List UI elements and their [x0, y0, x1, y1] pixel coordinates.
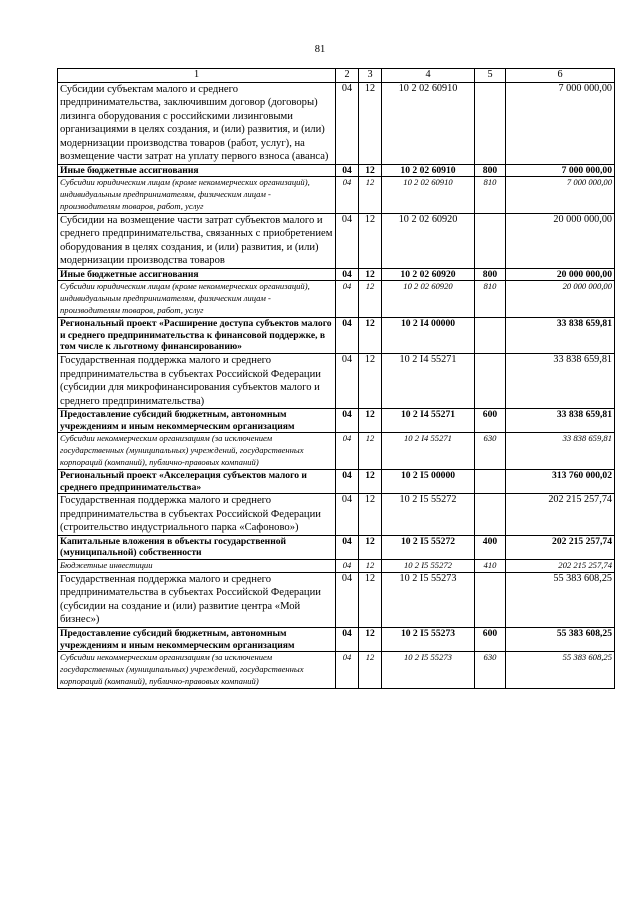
amount: 313 760 000,02	[506, 469, 615, 493]
table-row	[58, 560, 615, 573]
subsection-code: 12	[359, 572, 382, 627]
section-code: 04	[336, 177, 359, 214]
section-code: 04	[336, 469, 359, 493]
table-row	[58, 535, 615, 559]
expense-type-code: 600	[475, 408, 506, 432]
table-row	[58, 268, 615, 281]
amount: 55 383 608,25	[506, 652, 615, 689]
amount: 33 838 659,81	[506, 318, 615, 354]
section-code: 04	[336, 318, 359, 354]
table-row	[58, 213, 615, 268]
amount: 20 000 000,00	[506, 268, 615, 281]
expense-type-code: 630	[475, 652, 506, 689]
section-code: 04	[336, 354, 359, 409]
expense-type-code: 630	[475, 433, 506, 470]
table-row	[58, 408, 615, 432]
expense-type-code	[475, 494, 506, 535]
table-row	[58, 433, 615, 470]
subsection-code: 12	[359, 82, 382, 164]
expense-type-code: 810	[475, 177, 506, 214]
subsection-code: 12	[359, 408, 382, 432]
amount: 33 838 659,81	[506, 354, 615, 409]
page-number: 81	[314, 44, 326, 55]
target-article-code: 10 2 I5 55272	[382, 535, 475, 559]
amount: 202 215 257,74	[506, 560, 615, 573]
target-article-code: 10 2 I4 55271	[382, 433, 475, 470]
target-article-code: 10 2 02 60920	[382, 213, 475, 268]
section-code: 04	[336, 627, 359, 651]
column-header: 2	[336, 69, 359, 83]
amount: 33 838 659,81	[506, 433, 615, 470]
target-article-code: 10 2 02 60910	[382, 177, 475, 214]
item-name: Региональный проект «Акселерация субъектов малого и среднего предпринимательства»	[58, 469, 336, 493]
table-row	[58, 652, 615, 689]
target-article-code: 10 2 02 60910	[382, 82, 475, 164]
subsection-code: 12	[359, 318, 382, 354]
item-name: Субсидии некоммерческим организациям (за исключением государственных (муниципальных) учреждений, государственных корпораций (компаний), публично-правовых компаний)	[58, 652, 336, 689]
target-article-code: 10 2 I5 00000	[382, 469, 475, 493]
subsection-code: 12	[359, 469, 382, 493]
target-article-code: 10 2 I5 55272	[382, 560, 475, 573]
expense-type-code	[475, 354, 506, 409]
section-code: 04	[336, 572, 359, 627]
item-name: Субсидии некоммерческим организациям (за исключением государственных (муниципальных) учреждений, государственных корпораций (компаний), публично-правовых компаний)	[58, 433, 336, 470]
table-row	[58, 354, 615, 409]
amount: 55 383 608,25	[506, 627, 615, 651]
table-row	[58, 164, 615, 177]
table-row	[58, 469, 615, 493]
section-code: 04	[336, 560, 359, 573]
expense-type-code: 800	[475, 268, 506, 281]
item-name: Субсидии на возмещение части затрат субъектов малого и среднего предпринимательства, связанных с приобретением оборудования в целях создания, и (или) развития, и (или) модернизации производства товаров	[58, 213, 336, 268]
table-row	[58, 572, 615, 627]
target-article-code: 10 2 I4 00000	[382, 318, 475, 354]
subsection-code: 12	[359, 627, 382, 651]
subsection-code: 12	[359, 213, 382, 268]
column-header: 3	[359, 69, 382, 83]
expense-type-code	[475, 572, 506, 627]
item-name: Предоставление субсидий бюджетным, автономным учреждениям и иным некоммерческим организациям	[58, 408, 336, 432]
subsection-code: 12	[359, 535, 382, 559]
target-article-code: 10 2 02 60920	[382, 281, 475, 318]
section-code: 04	[336, 268, 359, 281]
expense-type-code	[475, 318, 506, 354]
target-article-code: 10 2 I5 55272	[382, 494, 475, 535]
subsection-code: 12	[359, 268, 382, 281]
table-row	[58, 177, 615, 214]
expense-type-code: 400	[475, 535, 506, 559]
target-article-code: 10 2 I5 55273	[382, 572, 475, 627]
subsection-code: 12	[359, 652, 382, 689]
amount: 202 215 257,74	[506, 494, 615, 535]
subsection-code: 12	[359, 354, 382, 409]
subsection-code: 12	[359, 433, 382, 470]
target-article-code: 10 2 I4 55271	[382, 408, 475, 432]
section-code: 04	[336, 494, 359, 535]
item-name: Предоставление субсидий бюджетным, автономным учреждениям и иным некоммерческим организациям	[58, 627, 336, 651]
section-code: 04	[336, 433, 359, 470]
item-name: Бюджетные инвестиции	[58, 560, 336, 573]
table-row	[58, 318, 615, 354]
target-article-code: 10 2 I5 55273	[382, 652, 475, 689]
amount: 33 838 659,81	[506, 408, 615, 432]
section-code: 04	[336, 535, 359, 559]
item-name: Субсидии субъектам малого и среднего предпринимательства, заключившим договор (договоры) лизинга оборудования с российскими лизинговыми организациями в целях создания, и (или) развития, и (или) модернизации производства товаров (работ, услуг), на возмещение части затрат на уплату первого взноса (аванса)	[58, 82, 336, 164]
expense-type-code	[475, 213, 506, 268]
section-code: 04	[336, 82, 359, 164]
column-header: 5	[475, 69, 506, 83]
table-row	[58, 494, 615, 535]
amount: 55 383 608,25	[506, 572, 615, 627]
subsection-code: 12	[359, 281, 382, 318]
column-header: 4	[382, 69, 475, 83]
column-header: 1	[58, 69, 336, 83]
section-code: 04	[336, 281, 359, 318]
subsection-code: 12	[359, 494, 382, 535]
item-name: Капитальные вложения в объекты государственной (муниципальной) собственности	[58, 535, 336, 559]
expense-type-code: 410	[475, 560, 506, 573]
target-article-code: 10 2 02 60910	[382, 164, 475, 177]
amount: 20 000 000,00	[506, 213, 615, 268]
section-code: 04	[336, 652, 359, 689]
amount: 20 000 000,00	[506, 281, 615, 318]
section-code: 04	[336, 213, 359, 268]
section-code: 04	[336, 408, 359, 432]
item-name: Иные бюджетные ассигнования	[58, 164, 336, 177]
item-name: Государственная поддержка малого и среднего предпринимательства в субъектах Российской Федерации (субсидии на создание и (или) развитие центра «Мой бизнес»)	[58, 572, 336, 627]
subsection-code: 12	[359, 560, 382, 573]
table-body	[58, 82, 615, 688]
subsection-code: 12	[359, 177, 382, 214]
budget-table	[57, 68, 615, 689]
item-name: Субсидии юридическим лицам (кроме некоммерческих организаций), индивидуальным предпринимателям, физическим лицам - производителям товаров, работ, услуг	[58, 177, 336, 214]
amount: 7 000 000,00	[506, 164, 615, 177]
target-article-code: 10 2 I4 55271	[382, 354, 475, 409]
expense-type-code: 600	[475, 627, 506, 651]
amount: 7 000 000,00	[506, 82, 615, 164]
target-article-code: 10 2 I5 55273	[382, 627, 475, 651]
expense-type-code	[475, 469, 506, 493]
item-name: Иные бюджетные ассигнования	[58, 268, 336, 281]
amount: 202 215 257,74	[506, 535, 615, 559]
item-name: Субсидии юридическим лицам (кроме некоммерческих организаций), индивидуальным предпринимателям, физическим лицам - производителям товаров, работ, услуг	[58, 281, 336, 318]
target-article-code: 10 2 02 60920	[382, 268, 475, 281]
expense-type-code: 810	[475, 281, 506, 318]
table-row	[58, 281, 615, 318]
expense-type-code: 800	[475, 164, 506, 177]
amount: 7 000 000,00	[506, 177, 615, 214]
column-header: 6	[506, 69, 615, 83]
table-row	[58, 627, 615, 651]
expense-type-code	[475, 82, 506, 164]
header-row	[58, 69, 615, 83]
subsection-code: 12	[359, 164, 382, 177]
section-code: 04	[336, 164, 359, 177]
table-row	[58, 82, 615, 164]
item-name: Государственная поддержка малого и среднего предпринимательства в субъектах Российской Федерации (субсидии для микрофинансирования субъектов малого и среднего предпринимательства)	[58, 354, 336, 409]
item-name: Государственная поддержка малого и среднего предпринимательства в субъектах Российской Федерации (строительство индустриального парка «Сафоново»)	[58, 494, 336, 535]
item-name: Региональный проект «Расширение доступа субъектов малого и среднего предпринимательства к финансовой поддержке, в том числе к льготному финансированию»	[58, 318, 336, 354]
